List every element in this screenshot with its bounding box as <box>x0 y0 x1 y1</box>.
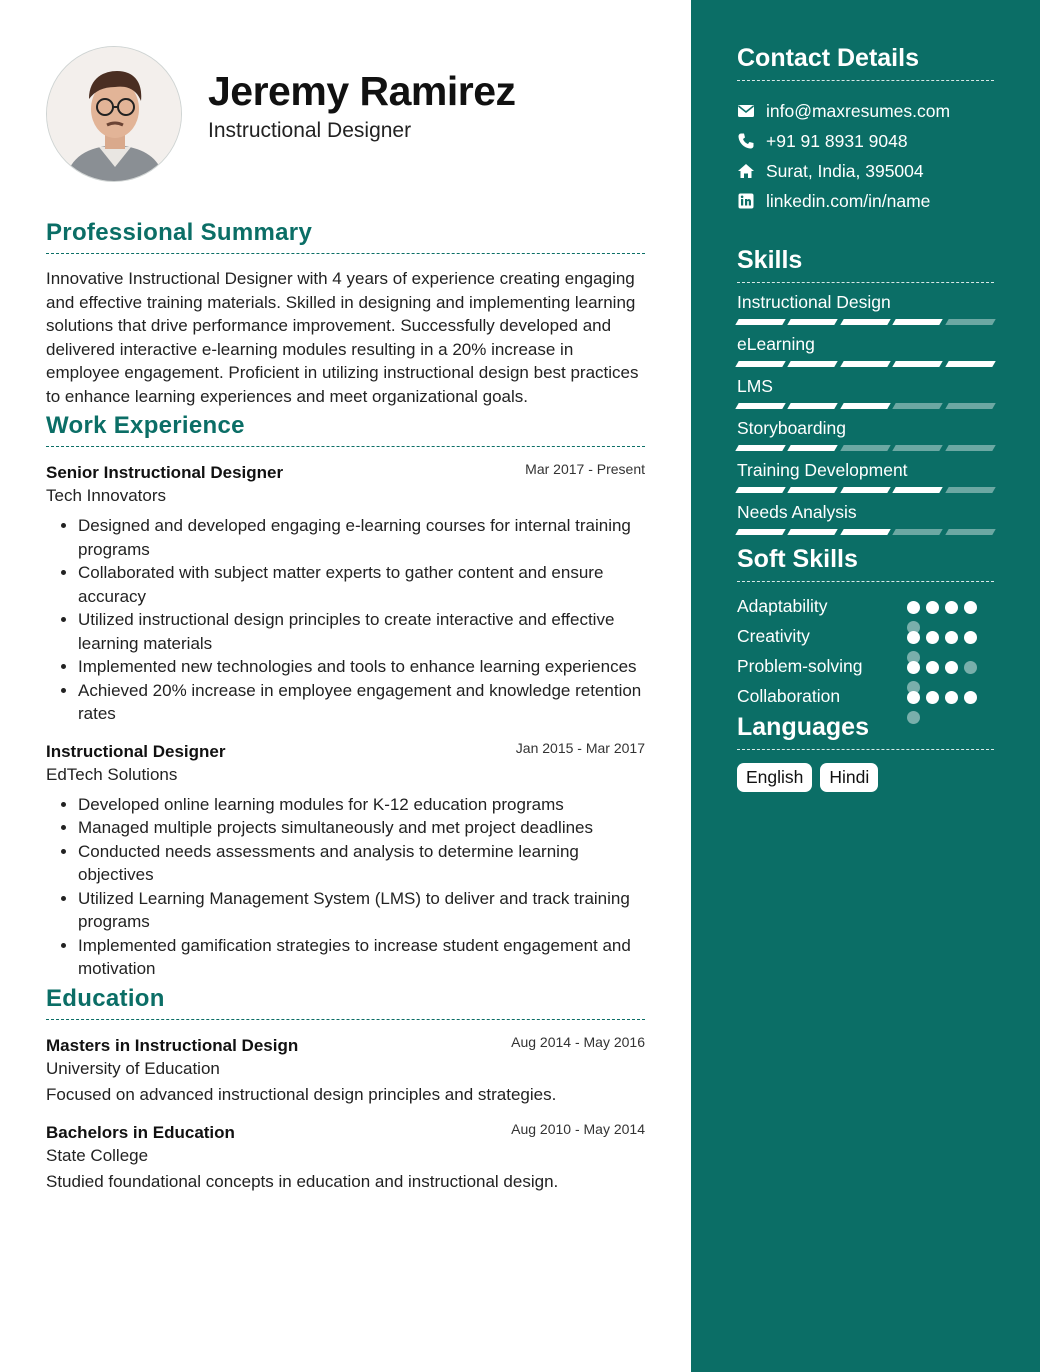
skill-item <box>737 376 994 409</box>
skill-level-segment <box>788 361 839 367</box>
languages-list <box>737 763 994 792</box>
education-entry <box>46 1121 645 1192</box>
skill-level-segment <box>788 529 839 535</box>
summary-section <box>46 219 645 408</box>
skill-level-segment <box>945 403 996 409</box>
languages-heading: Languages <box>737 713 994 750</box>
language-tag: English <box>737 763 812 792</box>
rating-dot <box>964 661 977 674</box>
degree-name: Masters in Instructional Design <box>46 1035 299 1055</box>
soft-skills-section <box>737 545 994 711</box>
soft-skill-item <box>737 591 994 621</box>
language-tag: Hindi <box>820 763 878 792</box>
bullet-item: • Utilized instructional design principles to create interactive and effective learning materials <box>78 608 645 655</box>
job-org: EdTech Solutions <box>46 764 178 784</box>
rating-dot <box>926 631 939 644</box>
soft-skill-rating <box>907 601 977 614</box>
skill-level-segment <box>735 529 786 535</box>
soft-skill-name: Adaptability <box>737 596 828 616</box>
rating-dot <box>964 631 977 644</box>
skill-level-segment <box>840 445 891 451</box>
summary-text: Innovative Instructional Designer with 4 years of experience creating engaging and effective training materials. Skilled in designing and implementing learning solutions that drive performance improvement. Successfully developed and delivered interactive e-learning modules resulting in a 20% increase in employee engagement. Proficient in utilizing instructional design best practices to enhance learning experiences and meet organizational goals. <box>46 269 639 406</box>
contact-address <box>737 156 994 186</box>
skill-level-bar <box>737 319 994 325</box>
skill-level-segment <box>892 487 943 493</box>
skill-level-bar <box>737 487 994 493</box>
skill-level-segment <box>892 319 943 325</box>
profile-photo <box>46 46 182 182</box>
skill-item <box>737 418 994 451</box>
skills-heading: Skills <box>737 246 994 283</box>
rating-dot <box>945 631 958 644</box>
skill-item <box>737 292 994 325</box>
skill-level-segment <box>788 319 839 325</box>
candidate-title: Instructional Designer <box>208 119 412 142</box>
job-dates: Mar 2017 - Present <box>525 461 645 477</box>
soft-skill-name: Collaboration <box>737 686 841 706</box>
job-bullets <box>46 793 645 981</box>
skill-level-segment <box>735 403 786 409</box>
rating-dot <box>907 601 920 614</box>
skill-level-segment <box>840 319 891 325</box>
address-text: Surat, India, 395004 <box>766 160 924 181</box>
skill-level-segment <box>945 445 996 451</box>
skill-level-segment <box>840 403 891 409</box>
skill-level-segment <box>945 529 996 535</box>
skill-level-segment <box>892 361 943 367</box>
skills-list <box>737 292 994 535</box>
home-icon <box>737 162 755 180</box>
sidebar <box>691 0 1040 1372</box>
rating-dot <box>907 631 920 644</box>
soft-skill-rating <box>907 661 977 674</box>
skill-level-segment <box>788 403 839 409</box>
phone-text: +91 91 8931 9048 <box>766 130 908 151</box>
education-section <box>46 985 645 1192</box>
rating-dot <box>926 691 939 704</box>
degree-name: Bachelors in Education <box>46 1122 235 1142</box>
skill-item <box>737 502 994 535</box>
job-role: Senior Instructional Designer <box>46 463 284 482</box>
languages-section <box>737 713 994 792</box>
skill-name: Training Development <box>737 460 908 480</box>
soft-skill-item <box>737 621 994 651</box>
skill-level-segment <box>735 319 786 325</box>
education-heading: Education <box>46 985 645 1020</box>
resume-header <box>46 0 645 200</box>
rating-dot <box>907 691 920 704</box>
skill-level-segment <box>735 361 786 367</box>
school-name: University of Education <box>46 1058 220 1078</box>
job-org: Tech Innovators <box>46 486 167 505</box>
contact-linkedin[interactable] <box>737 186 994 216</box>
contact-email[interactable] <box>737 96 994 126</box>
candidate-name: Jeremy Ramirez <box>208 68 516 114</box>
rating-dot <box>964 691 977 704</box>
skill-level-segment <box>735 487 786 493</box>
skill-level-segment <box>945 487 996 493</box>
linkedin-icon <box>737 192 755 210</box>
experience-section <box>46 412 645 981</box>
skill-level-bar <box>737 445 994 451</box>
skill-level-segment <box>892 445 943 451</box>
skill-level-segment <box>840 529 891 535</box>
skill-level-segment <box>788 487 839 493</box>
rating-dot <box>907 661 920 674</box>
skill-level-segment <box>840 487 891 493</box>
rating-dot <box>926 661 939 674</box>
school-name: State College <box>46 1145 149 1165</box>
soft-skill-rating <box>907 631 977 644</box>
soft-skills-list <box>737 591 994 711</box>
rating-dot <box>945 601 958 614</box>
job-dates: Jan 2015 - Mar 2017 <box>515 739 645 756</box>
bullet-item: • Implemented new technologies and tools to enhance learning experiences <box>78 655 645 679</box>
skill-item <box>737 460 994 493</box>
contact-heading: Contact Details <box>737 44 994 81</box>
bullet-item: • Implemented gamification strategies to increase student engagement and motivation <box>78 934 645 981</box>
skill-level-segment <box>892 403 943 409</box>
skill-level-segment <box>840 361 891 367</box>
skill-name: Instructional Design <box>737 292 891 312</box>
skill-item <box>737 334 994 367</box>
soft-skill-name: Problem-solving <box>737 656 863 676</box>
education-dates: Aug 2010 - May 2014 <box>511 1120 645 1137</box>
contact-phone[interactable] <box>737 126 994 156</box>
skill-level-bar <box>737 361 994 367</box>
bullet-item: • Collaborated with subject matter experts to gather content and ensure accuracy <box>78 561 645 608</box>
skill-name: Storyboarding <box>737 418 846 438</box>
summary-heading: Professional Summary <box>46 219 645 254</box>
bullet-item: • Designed and developed engaging e-learning courses for internal training programs <box>78 514 645 561</box>
envelope-icon <box>737 102 755 120</box>
skill-name: LMS <box>737 376 773 396</box>
job-bullets <box>46 514 645 726</box>
email-text: info@maxresumes.com <box>766 100 951 121</box>
skill-level-segment <box>945 319 996 325</box>
rating-dot <box>926 601 939 614</box>
rating-dot <box>907 711 920 724</box>
rating-dot <box>945 691 958 704</box>
experience-heading: Work Experience <box>46 412 645 447</box>
rating-dot <box>964 601 977 614</box>
education-description: Studied foundational concepts in education and instructional design. <box>46 1171 559 1191</box>
job-entry <box>46 461 645 726</box>
job-role: Instructional Designer <box>46 741 226 761</box>
skill-level-segment <box>735 445 786 451</box>
contact-section <box>737 44 994 216</box>
job-entry <box>46 740 645 981</box>
education-dates: Aug 2014 - May 2016 <box>511 1033 645 1050</box>
skills-section <box>737 246 994 535</box>
rating-dot <box>945 661 958 674</box>
phone-icon <box>737 132 755 150</box>
education-description: Focused on advanced instructional design principles and strategies. <box>46 1084 557 1104</box>
bullet-item: • Conducted needs assessments and analysis to determine learning objectives <box>78 840 645 887</box>
bullet-item: • Utilized Learning Management System (LMS) to deliver and track training programs <box>78 887 645 934</box>
soft-skill-item <box>737 681 994 711</box>
bullet-item: • Achieved 20% increase in employee engagement and knowledge retention rates <box>78 679 645 726</box>
skill-level-segment <box>892 529 943 535</box>
soft-skills-heading: Soft Skills <box>737 545 994 582</box>
skill-level-bar <box>737 529 994 535</box>
soft-skill-item <box>737 651 994 681</box>
skill-level-bar <box>737 403 994 409</box>
bullet-item: • Developed online learning modules for K-12 education programs <box>78 793 645 817</box>
skill-level-segment <box>945 361 996 367</box>
skill-name: Needs Analysis <box>737 502 857 522</box>
soft-skill-name: Creativity <box>737 626 810 646</box>
linkedin-text: linkedin.com/in/name <box>766 190 931 211</box>
education-entry <box>46 1034 645 1105</box>
soft-skill-rating <box>907 691 977 704</box>
skill-name: eLearning <box>737 334 815 354</box>
bullet-item: • Managed multiple projects simultaneously and met project deadlines <box>78 816 645 840</box>
skill-level-segment <box>788 445 839 451</box>
